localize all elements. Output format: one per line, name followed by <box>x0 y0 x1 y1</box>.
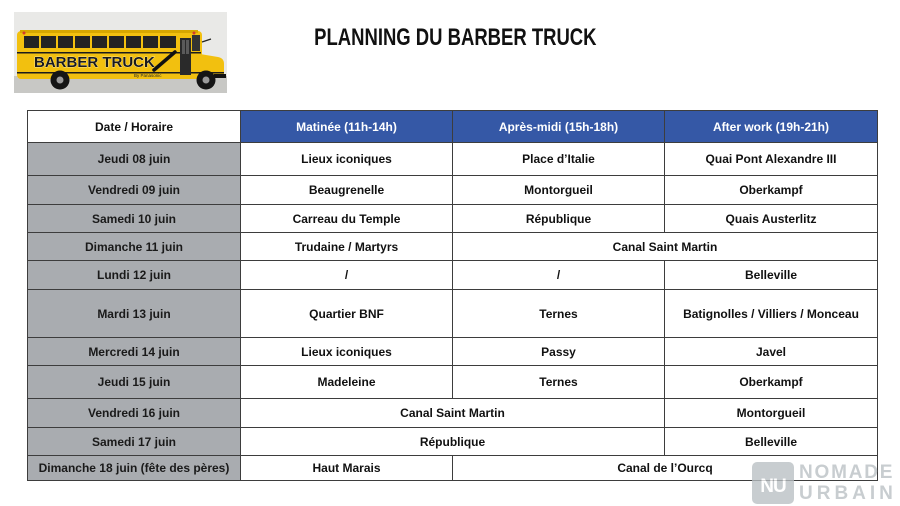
table-row <box>28 456 878 481</box>
row-date: Jeudi 08 juin <box>28 143 241 176</box>
cell-apres-midi: Ternes <box>453 366 665 399</box>
table-row <box>28 261 878 290</box>
cell-apres-midi-after-work: Canal Saint Martin <box>453 233 878 261</box>
row-date: Dimanche 11 juin <box>28 233 241 261</box>
cell-after-work: Quai Pont Alexandre III <box>665 143 878 176</box>
row-date: Vendredi 16 juin <box>28 399 241 428</box>
bus-windshield <box>192 35 200 51</box>
bus-wheel-rear <box>51 71 70 90</box>
cell-after-work: Oberkampf <box>665 366 878 399</box>
watermark-line-2: URBAIN <box>799 484 897 504</box>
cell-matinee: Lieux iconiques <box>241 143 453 176</box>
row-date: Lundi 12 juin <box>28 261 241 290</box>
cell-after-work: Belleville <box>665 428 878 456</box>
cell-matinee-apres-midi: République <box>241 428 665 456</box>
cell-apres-midi: Ternes <box>453 290 665 338</box>
row-date: Samedi 17 juin <box>28 428 241 456</box>
cell-matinee: Quartier BNF <box>241 290 453 338</box>
row-date: Mercredi 14 juin <box>28 338 241 366</box>
column-header-matinee: Matinée (11h-14h) <box>241 111 453 143</box>
cell-after-work: Quais Austerlitz <box>665 205 878 233</box>
row-date: Samedi 10 juin <box>28 205 241 233</box>
cell-after-work: Belleville <box>665 261 878 290</box>
column-header-after-work: After work (19h-21h) <box>665 111 878 143</box>
cell-after-work: Batignolles / Villiers / Monceau <box>665 290 878 338</box>
cell-apres-midi: Passy <box>453 338 665 366</box>
column-header-date: Date / Horaire <box>28 111 241 143</box>
cell-after-work: Montorgueil <box>665 399 878 428</box>
cell-matinee: Madeleine <box>241 366 453 399</box>
barber-truck-illustration <box>14 12 227 93</box>
bus-logo-text: BARBER TRUCK <box>34 54 155 71</box>
nomade-urbain-logo-icon: NU <box>752 462 794 504</box>
watermark-line-1: NOMADE <box>799 463 895 483</box>
nomade-urbain-watermark <box>752 462 898 505</box>
cell-apres-midi-after-work: Canal de l’Ourcq <box>453 456 878 481</box>
cell-after-work: Oberkampf <box>665 176 878 205</box>
cell-matinee: Haut Marais <box>241 456 453 481</box>
table-row <box>28 290 878 338</box>
table-row <box>28 176 878 205</box>
cell-matinee: / <box>241 261 453 290</box>
table-row <box>28 233 878 261</box>
cell-apres-midi: République <box>453 205 665 233</box>
cell-matinee-apres-midi: Canal Saint Martin <box>241 399 665 428</box>
column-header-apres-midi: Après-midi (15h-18h) <box>453 111 665 143</box>
row-date: Dimanche 18 juin (fête des pères) <box>28 456 241 481</box>
planning-table <box>27 110 878 481</box>
cell-matinee: Trudaine / Martyrs <box>241 233 453 261</box>
cell-apres-midi: / <box>453 261 665 290</box>
cell-apres-midi: Place d’Italie <box>453 143 665 176</box>
table-row <box>28 399 878 428</box>
row-date: Vendredi 09 juin <box>28 176 241 205</box>
table-row <box>28 428 878 456</box>
row-date: Mardi 13 juin <box>28 290 241 338</box>
barber-truck-photo <box>14 12 227 93</box>
table-header-row <box>28 111 878 143</box>
cell-matinee: Carreau du Temple <box>241 205 453 233</box>
cell-matinee: Beaugrenelle <box>241 176 453 205</box>
page-title-text: PLANNING DU BARBER TRUCK <box>313 24 597 51</box>
cell-after-work: Javel <box>665 338 878 366</box>
bus-door <box>180 38 191 75</box>
bus-wheel-front <box>197 71 216 90</box>
bus-sponsor-text: By Panasonic <box>134 73 162 78</box>
table-row <box>28 366 878 399</box>
row-date: Jeudi 15 juin <box>28 366 241 399</box>
table-row <box>28 205 878 233</box>
table-body <box>28 143 878 481</box>
page-title <box>255 24 655 52</box>
cell-matinee: Lieux iconiques <box>241 338 453 366</box>
table-header <box>28 111 878 143</box>
table-row <box>28 338 878 366</box>
cell-apres-midi: Montorgueil <box>453 176 665 205</box>
table-row <box>28 143 878 176</box>
